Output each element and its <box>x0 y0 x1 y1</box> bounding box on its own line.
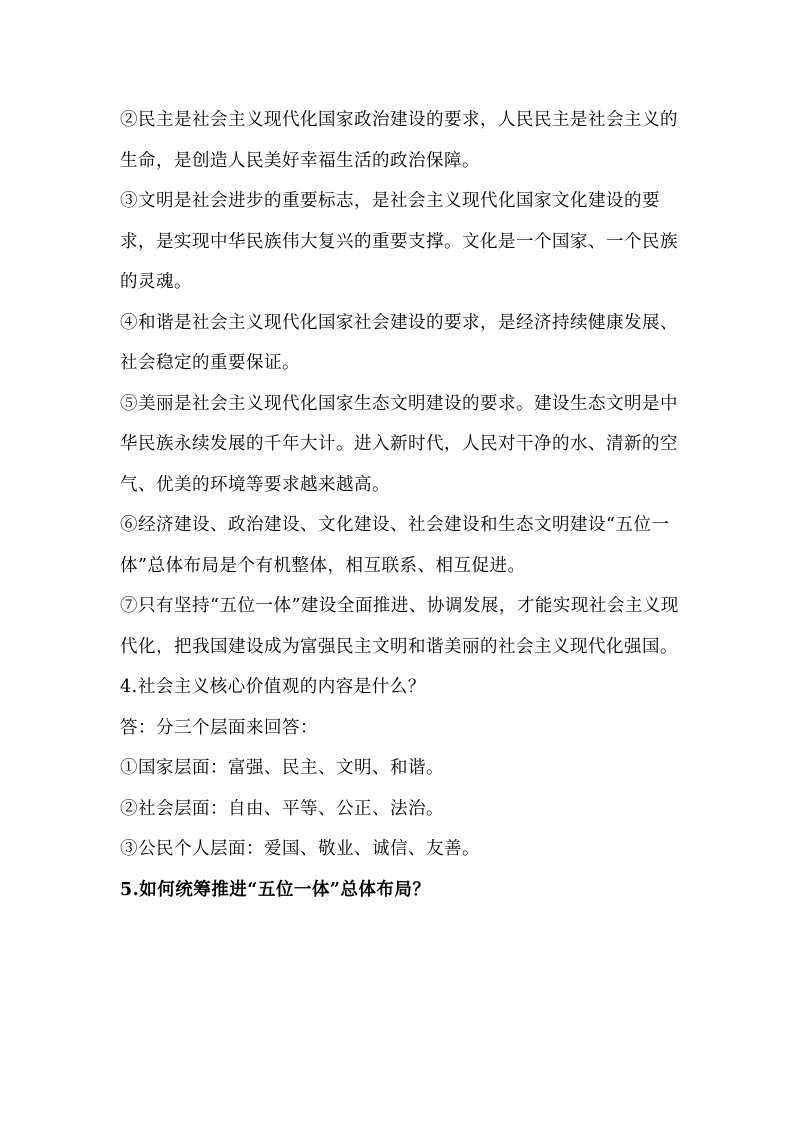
question-five-in-one: 5.如何统筹推进“五位一体”总体布局？ <box>120 879 431 900</box>
answer-social-level: ②社会层面：自由、平等、公正、法治。 <box>120 798 444 819</box>
answer-national-level: ①国家层面：富强、民主、文明、和谐。 <box>120 758 444 778</box>
paragraph-harmony: ④和谐是社会主义现代化国家社会建设的要求，是经济持续健康发展、社会稳定的重要保证。 <box>120 312 678 373</box>
document-body <box>120 100 680 910</box>
paragraph-civilization: ③文明是社会进步的重要标志，是社会主义现代化国家文化建设的要求，是实现中华民族伟大复兴的重要支撑。文化是一个国家、一个民族的灵魂。 <box>120 191 678 292</box>
paragraph-democracy: ②民主是社会主义现代化国家政治建设的要求，人民民主是社会主义的生命，是创造人民美好幸福生活的政治保障。 <box>120 110 678 171</box>
question-core-values: 4.社会主义核心价值观的内容是什么？ <box>120 677 426 697</box>
answer-intro: 答：分三个层面来回答： <box>120 717 318 738</box>
answer-individual-level: ③公民个人层面：爱国、敬业、诚信、友善。 <box>120 839 480 859</box>
paragraph-beauty: ⑤美丽是社会主义现代化国家生态文明建设的要求。建设生态文明是中华民族永续发展的千年大计。进入新时代，人民对干净的水、清新的空气、优美的环境等要求越来越高。 <box>120 393 678 495</box>
paragraph-persist: ⑦只有坚持“五位一体”建设全面推进、协调发展，才能实现社会主义现代化，把我国建设成为富强民主文明和谐美丽的社会主义现代化强国。 <box>120 596 679 657</box>
paragraph-five-in-one: ⑥经济建设、政治建设、文化建设、社会建设和生态文明建设“五位一体”总体布局是个有机整体，相互联系、相互促进。 <box>120 515 670 576</box>
